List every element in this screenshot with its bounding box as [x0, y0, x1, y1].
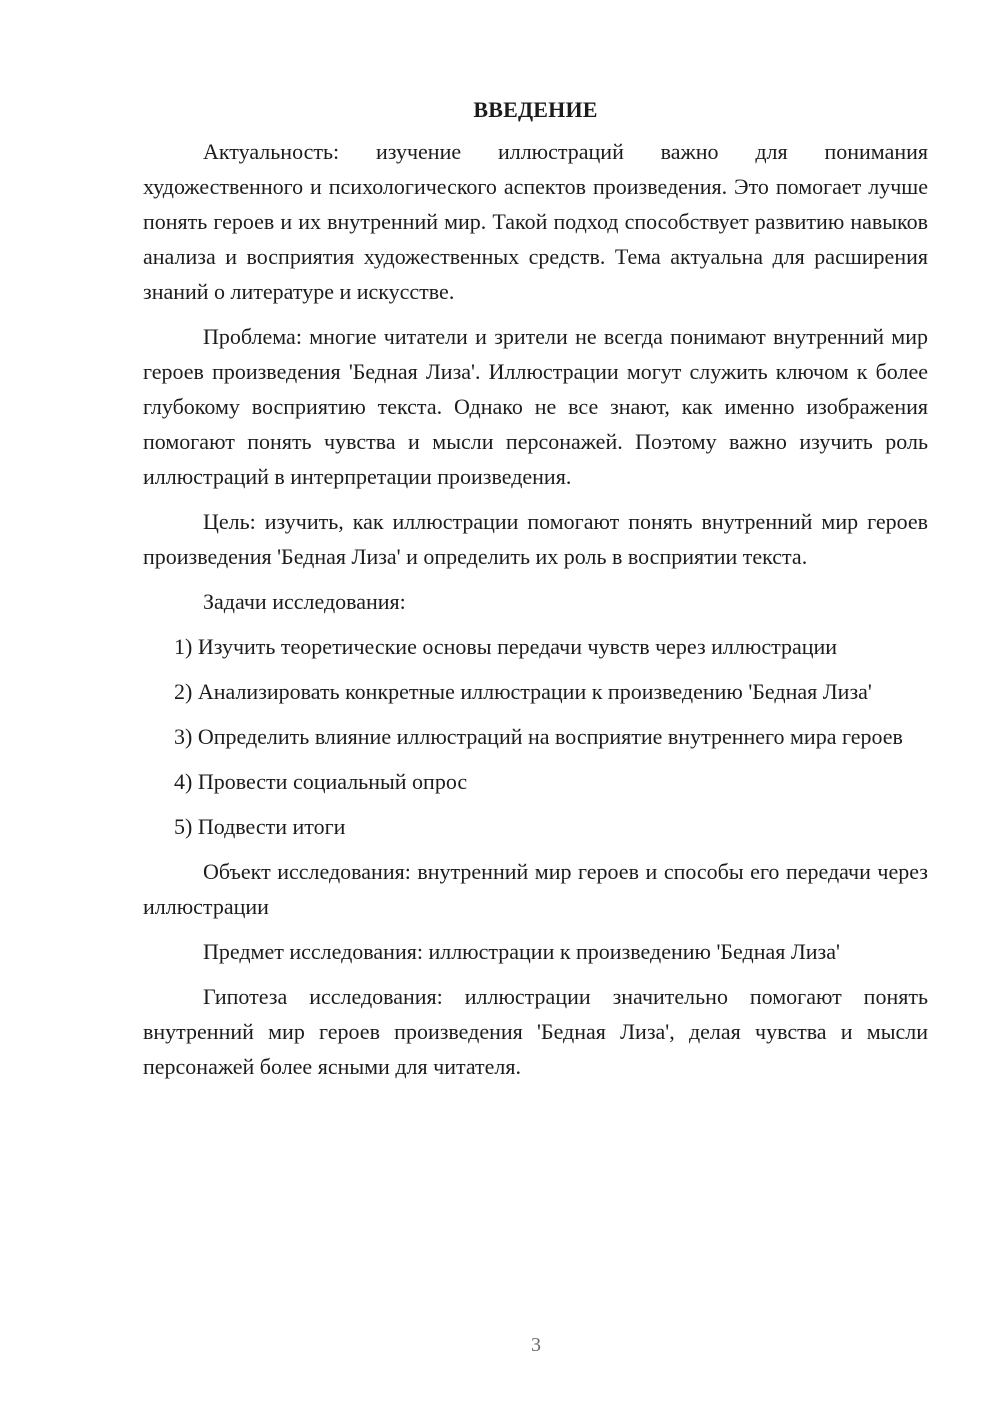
task-item: 4) Провести социальный опрос	[174, 769, 468, 794]
hypothesis-paragraph: Гипотеза исследования: иллюстрации значительно помогают понять внутренний мир героев произведения 'Бедная Лиза', делая чувства и мысли персонажей более ясными для читателя.	[143, 984, 928, 1079]
document-page	[143, 96, 928, 1094]
tasks-heading: Задачи исследования:	[203, 589, 406, 614]
task-item: 3) Определить влияние иллюстраций на восприятие внутреннего мира героев	[174, 724, 903, 749]
problem-paragraph: Проблема: многие читатели и зрители не всегда понимают внутренний мир героев произведения 'Бедная Лиза'. Иллюстрации могут служить ключом к более глубокому восприятию текста. Однако не все знают, как именно изображения помогают понять чувства и мысли персонажей. Поэтому важно изучить роль иллюстраций в интерпретации произведения.	[143, 324, 928, 489]
relevance-paragraph: Актуальность: изучение иллюстраций важно для понимания художественного и психологического аспектов произведения. Это помогает лучше понять героев и их внутренний мир. Такой подход способствует развитию навыков анализа и восприятия художественных средств. Тема актуальна для расширения знаний о литературе и искусстве.	[143, 139, 928, 304]
task-item: 1) Изучить теоретические основы передачи чувств через иллюстрации	[174, 634, 838, 659]
subject-paragraph: Предмет исследования: иллюстрации к произведению 'Бедная Лиза'	[203, 939, 840, 964]
section-title: ВВЕДЕНИЕ	[473, 97, 598, 122]
page-number: 3	[531, 1334, 541, 1356]
object-paragraph: Объект исследования: внутренний мир героев и способы его передачи через иллюстрации	[143, 859, 928, 919]
goal-paragraph: Цель: изучить, как иллюстрации помогают понять внутренний мир героев произведения 'Бедная Лиза' и определить их роль в восприятии текста.	[143, 509, 928, 569]
task-item: 2) Анализировать конкретные иллюстрации к произведению 'Бедная Лиза'	[174, 679, 872, 704]
task-item: 5) Подвести итоги	[174, 814, 346, 839]
